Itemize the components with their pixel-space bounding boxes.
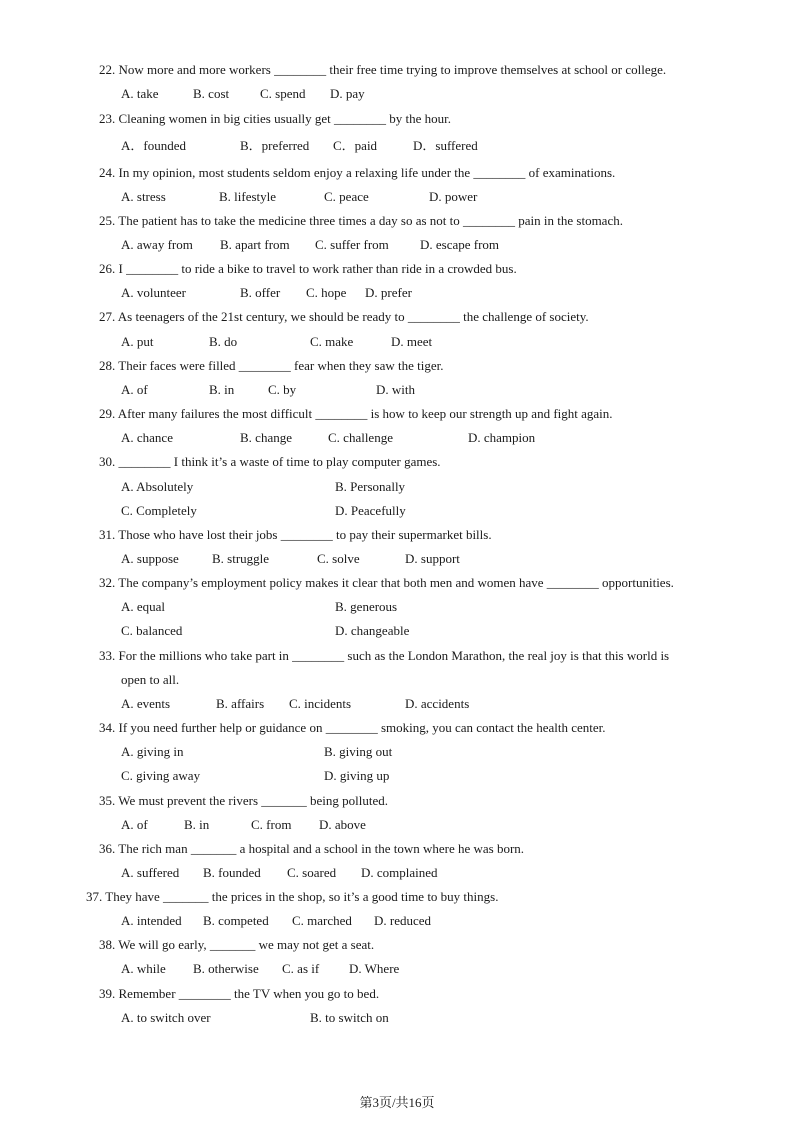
q26-option-d: D. prefer — [365, 285, 412, 300]
q29-option-b: B. change — [240, 430, 292, 445]
q22-option-d: D. pay — [330, 86, 365, 101]
q33-option-c: C. incidents — [289, 696, 352, 711]
q28-option-d: D. with — [376, 382, 415, 397]
q37-option-b: B. competed — [203, 913, 269, 928]
q23-option-d: D．suffered — [413, 138, 478, 153]
q34-option-c: C. giving away — [121, 768, 201, 783]
q31-option-b: B. struggle — [212, 551, 270, 566]
q24-option-c: C. peace — [324, 189, 369, 204]
q30-option-a: A. Absolutely — [121, 479, 194, 494]
question-38-stem: 38. We will go early, _______ we may not get a seat. — [99, 937, 375, 952]
page-footer: 第3页/共16页 — [359, 1095, 435, 1110]
q27-option-d: D. meet — [391, 334, 433, 349]
q22-option-a: A. take — [121, 86, 159, 101]
question-32-stem: 32. The company’s employment policy makes it clear that both men and women have ________ opportunities. — [99, 575, 674, 590]
q36-option-c: C. soared — [287, 865, 337, 880]
question-27-stem: 27. As teenagers of the 21st century, we should be ready to ________ the challenge of society. — [99, 309, 589, 324]
q32-option-a: A. equal — [121, 599, 166, 614]
q30-option-b: B. Personally — [335, 479, 406, 494]
q27-option-c: C. make — [310, 334, 354, 349]
question-25-stem: 25. The patient has to take the medicine three times a day so as not to ________ pain in the stomach. — [99, 213, 623, 228]
question-23-stem: 23. Cleaning women in big cities usually get ________ by the hour. — [99, 111, 452, 126]
q26-option-a: A. volunteer — [121, 285, 186, 300]
q28-option-a: A. of — [121, 382, 148, 397]
question-34-stem: 34. If you need further help or guidance on ________ smoking, you can contact the health center. — [99, 720, 606, 735]
q25-option-a: A. away from — [121, 237, 193, 252]
q29-option-d: D. champion — [468, 430, 536, 445]
q27-option-a: A. put — [121, 334, 154, 349]
q25-option-c: C. suffer from — [315, 237, 389, 252]
q29-option-a: A. chance — [121, 430, 173, 445]
q35-option-a: A. of — [121, 817, 148, 832]
q24-option-d: D. power — [429, 189, 478, 204]
q24-option-a: A. stress — [121, 189, 166, 204]
q39-option-a: A. to switch over — [121, 1010, 211, 1025]
q31-option-d: D. support — [405, 551, 460, 566]
question-28-stem: 28. Their faces were filled ________ fear when they saw the tiger. — [99, 358, 444, 373]
q35-option-d: D. above — [319, 817, 366, 832]
q36-option-b: B. founded — [203, 865, 261, 880]
q32-option-d: D. changeable — [335, 623, 410, 638]
q36-option-d: D. complained — [361, 865, 438, 880]
question-33-stem: 33. For the millions who take part in ________ such as the London Marathon, the real joy is that this world is — [99, 648, 670, 663]
question-36-stem: 36. The rich man _______ a hospital and a school in the town where he was born. — [99, 841, 525, 856]
q34-option-b: B. giving out — [324, 744, 393, 759]
q37-option-c: C. marched — [292, 913, 352, 928]
q33-option-b: B. affairs — [216, 696, 265, 711]
q25-option-b: B. apart from — [220, 237, 290, 252]
q32-option-b: B. generous — [335, 599, 398, 614]
q29-option-c: C. challenge — [328, 430, 393, 445]
q30-option-c: C. Completely — [121, 503, 197, 518]
question-26-stem: 26. I ________ to ride a bike to travel to work rather than ride in a crowded bus. — [99, 261, 517, 276]
q31-option-c: C. solve — [317, 551, 360, 566]
q36-option-a: A. suffered — [121, 865, 180, 880]
q38-option-c: C. as if — [282, 961, 320, 976]
q34-option-d: D. giving up — [324, 768, 390, 783]
q37-option-d: D. reduced — [374, 913, 432, 928]
q33-option-d: D. accidents — [405, 696, 470, 711]
q28-option-b: B. in — [209, 382, 235, 397]
q32-option-c: C. balanced — [121, 623, 183, 638]
question-22-stem: 22. Now more and more workers ________ their free time trying to improve themselves at school or college. — [99, 62, 667, 77]
question-24-stem: 24. In my opinion, most students seldom enjoy a relaxing life under the ________ of examinations. — [99, 165, 616, 180]
q39-option-b: B. to switch on — [310, 1010, 389, 1025]
question-37-stem: 37. They have _______ the prices in the shop, so it’s a good time to buy things. — [86, 889, 499, 904]
q30-option-d: D. Peacefully — [335, 503, 406, 518]
q23-option-c: C．paid — [333, 138, 378, 153]
q26-option-b: B. offer — [240, 285, 281, 300]
q33-option-a: A. events — [121, 696, 171, 711]
question-29-stem: 29. After many failures the most difficult ________ is how to keep our strength up and fight again. — [99, 406, 613, 421]
q24-option-b: B. lifestyle — [219, 189, 277, 204]
q28-option-c: C. by — [268, 382, 297, 397]
q31-option-a: A. suppose — [121, 551, 179, 566]
q38-option-a: A. while — [121, 961, 166, 976]
question-33-stem-continued: open to all. — [121, 672, 180, 687]
q26-option-c: C. hope — [306, 285, 347, 300]
q27-option-b: B. do — [209, 334, 238, 349]
q23-option-b: B．preferred — [240, 138, 310, 153]
q34-option-a: A. giving in — [121, 744, 184, 759]
question-31-stem: 31. Those who have lost their jobs ________ to pay their supermarket bills. — [99, 527, 492, 542]
question-39-stem: 39. Remember ________ the TV when you go to bed. — [99, 986, 380, 1001]
q25-option-d: D. escape from — [420, 237, 500, 252]
q35-option-c: C. from — [251, 817, 292, 832]
q22-option-b: B. cost — [193, 86, 230, 101]
question-30-stem: 30. ________ I think it’s a waste of time to play computer games. — [99, 454, 441, 469]
q38-option-b: B. otherwise — [193, 961, 259, 976]
q23-option-a: A．founded — [121, 138, 186, 153]
question-35-stem: 35. We must prevent the rivers _______ being polluted. — [99, 793, 388, 808]
q22-option-c: C. spend — [260, 86, 306, 101]
q38-option-d: D. Where — [349, 961, 400, 976]
q35-option-b: B. in — [184, 817, 210, 832]
q37-option-a: A. intended — [121, 913, 182, 928]
